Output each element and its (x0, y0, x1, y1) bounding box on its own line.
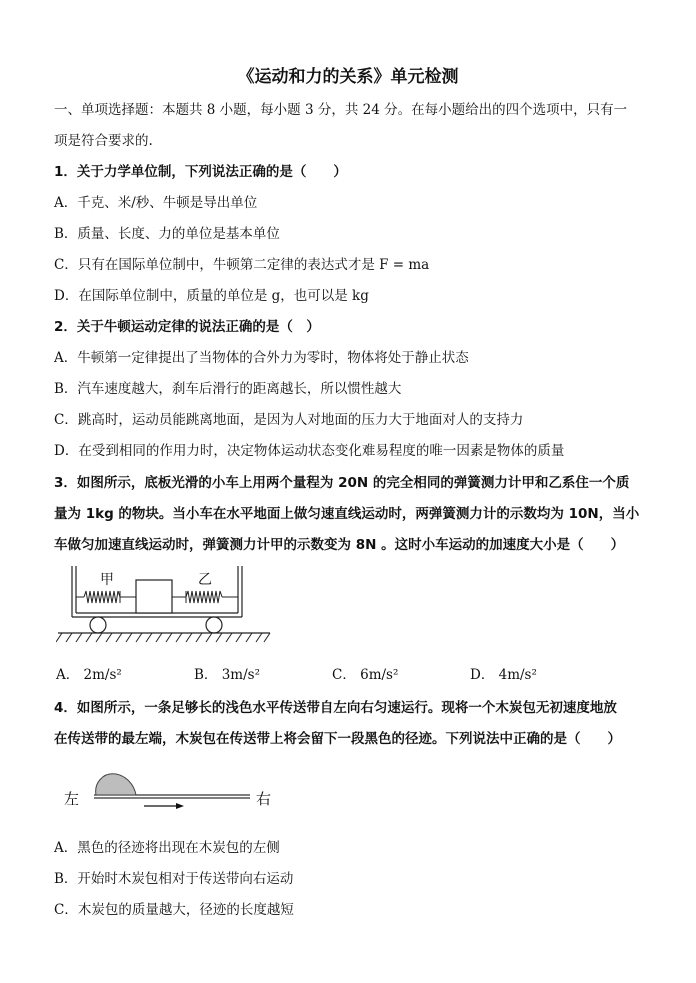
label-jia: 甲 (100, 572, 114, 588)
q1-option-a: A．千克、米/秒、牛顿是导出单位 (54, 195, 258, 211)
q1-option-b: B．质量、长度、力的单位是基本单位 (54, 226, 280, 242)
cart-diagram (56, 562, 278, 644)
q3-stem-line3: 车做匀加速直线运动时，弹簧测力计甲的示数变为 8N 。这时小车运动的加速度大小是（ ） (54, 537, 625, 553)
label-left: 左 (64, 790, 80, 808)
arrow-head (176, 803, 184, 809)
ground-hatch (56, 633, 270, 642)
q4-stem-line1: 4．如图所示，一条足够长的浅色水平传送带自左向右匀速运行。现将一个木炭包无初速度地放 (54, 700, 617, 716)
q3-option-d: D． 4m/s² (470, 667, 537, 683)
q3-option-b: B． 3m/s² (194, 667, 260, 683)
q3-stem-line1: 3．如图所示，底板光滑的小车上用两个量程为 20N 的完全相同的弹簧测力计甲和乙系住一个质 (54, 475, 630, 491)
wheel-left (90, 617, 106, 633)
spring-jia (76, 591, 136, 603)
q4-option-a: A．黑色的径迹将出现在木炭包的左侧 (54, 840, 280, 856)
q2-stem: 2．关于牛顿运动定律的说法正确的是（ ） (54, 319, 320, 335)
q3-option-c: C． 6m/s² (332, 667, 399, 683)
section-instruction-line2: 项是符合要求的. (54, 133, 153, 149)
label-right: 右 (256, 790, 272, 808)
wheel-right (206, 617, 222, 633)
q3-stem-line2: 量为 1kg 的物块。当小车在水平地面上做匀速直线运动时，两弹簧测力计的示数均为 10N，当小 (54, 506, 640, 522)
q2-option-a: A．牛顿第一定律提出了当物体的合外力为零时，物体将处于静止状态 (54, 350, 469, 366)
q1-stem: 1．关于力学单位制，下列说法正确的是（ ） (54, 164, 347, 180)
q4-option-c: C．木炭包的质量越大，径迹的长度越短 (54, 902, 294, 918)
conveyor-diagram (64, 764, 284, 814)
label-yi: 乙 (198, 572, 212, 588)
q2-option-c: C．跳高时，运动员能跳离地面，是因为人对地面的压力大于地面对人的支持力 (54, 412, 524, 428)
block (136, 580, 172, 613)
q3-option-a: A． 2m/s² (56, 667, 122, 683)
spring-yi (172, 591, 238, 603)
q4-option-b: B．开始时木炭包相对于传送带向右运动 (54, 871, 294, 887)
charcoal-lump (96, 774, 136, 795)
page-title: 《运动和力的关系》单元检测 (237, 67, 459, 87)
q1-option-c: C．只有在国际单位制中，牛顿第二定律的表达式才是 F = ma (54, 257, 430, 273)
section-instruction-line1: 一、单项选择题：本题共 8 小题，每小题 3 分，共 24 分。在每小题给出的四个选项中，只有一 (54, 102, 628, 118)
q1-option-d: D．在国际单位制中，质量的单位是 g，也可以是 kg (54, 288, 369, 304)
q4-stem-line2: 在传送带的最左端，木炭包在传送带上将会留下一段黑色的径迹。下列说法中正确的是（ ） (54, 731, 621, 747)
q2-option-d: D．在受到相同的作用力时，决定物体运动状态变化难易程度的唯一因素是物体的质量 (54, 443, 565, 459)
q2-option-b: B．汽车速度越大，刹车后滑行的距离越长，所以惯性越大 (54, 381, 402, 397)
